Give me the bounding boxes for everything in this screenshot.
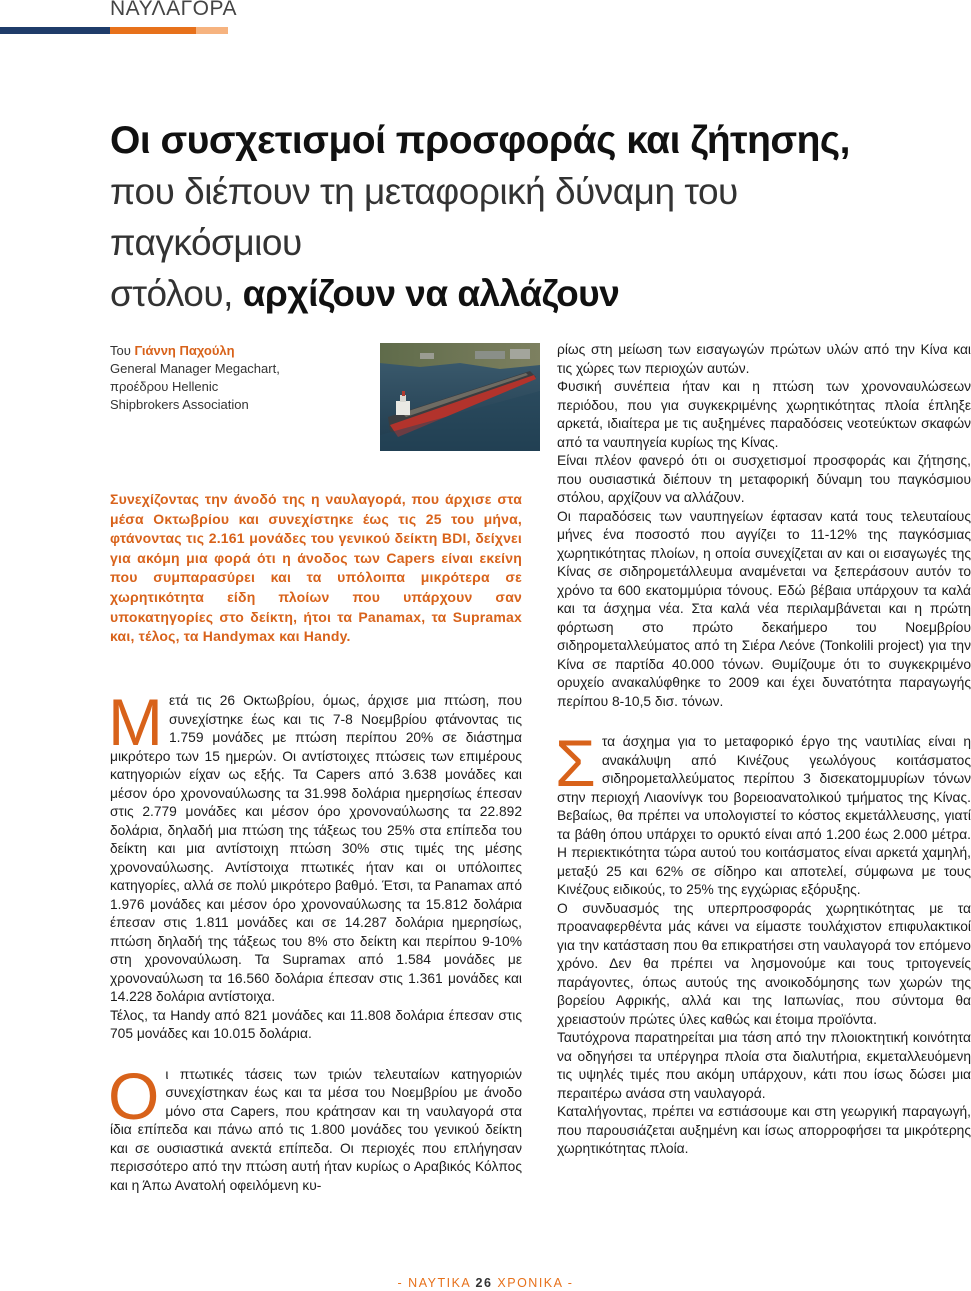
footer-left: - ΝΑΥΤΙΚΑ	[397, 1276, 476, 1290]
section-label: ΝΑΥΛΑΓΟΡΑ	[110, 0, 237, 20]
title-line-3-bold: αρχίζουν να αλλάζουν	[242, 273, 620, 314]
title-line-3-light: στόλου,	[110, 273, 243, 314]
left-paragraph-3	[108, 1058, 522, 1196]
right-paragraph-5-text: τα άσχημα για το μεταφορικό έργο της ναυτιλίας είναι η ανακάλυψη από Κινέζους γεωλόγους κοιτάσματος σιδηρομεταλλεύματος περίπου 3 δισεκατομμυρίων τόνων στην περιοχή Λιαονίνγκ του βορειοανατολικού τμήματος της Κίνας. Βεβαίως, θα πρέπει να υπολογιστεί το κόστος εκμετάλλευσης, γιατί τα βάθη όπου υπάρχει το ορυκτό είναι από 1.200 έως 2.000 μέτρα. Η περιεκτικότητα τώρα αυτού του κοιτάσματος είναι αρκετά χαμηλή, μεταξύ 25 και 62% σε σίδηρο και αποτελεί, σύμφωνα με τους Κινέζους ειδικούς, το 25% της εγχώριας εξόρυξης.	[557, 734, 971, 897]
author-title-2: προέδρου Hellenic	[110, 379, 219, 394]
title-line-2: που διέπουν τη μεταφορική δύναμη του παγκόσμιου	[110, 171, 738, 263]
header-stripe-navy	[0, 27, 110, 34]
left-paragraph-1	[108, 685, 522, 1007]
right-paragraph-3: Είναι πλέον φανερό ότι οι συσχετισμοί προσφοράς και ζήτησης, που ουσιαστικά διέπουν τη μεταφορική δύναμη του παγκόσμιου στόλου, αρχίζουν να αλλάζουν.	[557, 453, 971, 505]
page-footer	[0, 1276, 971, 1290]
page-number: 26	[475, 1276, 493, 1290]
left-paragraph-1-text: ετά τις 26 Οκτωβρίου, όμως, άρχισε μια πτώση, που συνεχίστηκε έως και τις 7-8 Νοεμβρίου φτάνοντας τις 1.759 μονάδες με πτώση περίπου 20% σε διάστημα μικρότερο των 15 ημερών. Οι αντίστοιχες πτώσεις των επιμέρους κατηγοριών είχαν ως εξής. Τα Capers από 3.638 μονάδες και μέσον όρο χρονοναύλωσης τα 31.998 δολάρια ημερησίως έπεσαν στις 2.779 μονάδες και μέσον όρο χρονοναύλωσης τα 22.892 δολάρια, δηλαδή μια πτώση της τάξεως του 25% στα επίπεδα του δείκτη και μια αντίστοιχη πτώση 30% στις τιμές της μέσης χρονοναύλωσης. Αντίστοιχα πτωτικές ήταν και οι υπόλοιπες κατηγορίες, αλλά σε πολύ μικρότερο βαθμό. Έτσι, τα Panamax από 1.976 μονάδες και μέσον όρο χρονοναύλωσης τα 15.812 δολάρια έπεσαν στις 1.811 μονάδες και σε 14.287 δολάρια ημερησίως, πτώση δηλαδή της τάξεως του 8% στο δείκτη και περίπου 9-10% στη χρονοναύλωση. Τα Supramax από 1.584 μονάδες με χρονοναύλωση τα 16.560 δολάρια έπεσαν στις 1.361 μονάδες και 14.228 δολάρια αντίστοιχα.	[110, 693, 522, 1004]
author-title-1: General Manager Megachart,	[110, 361, 280, 376]
drop-cap-s: Σ	[555, 726, 596, 800]
ship-photo	[380, 343, 540, 451]
byline	[110, 342, 370, 414]
author-title-3: Shipbrokers Association	[110, 397, 249, 412]
right-column	[557, 341, 971, 1159]
header-stripe-light	[196, 27, 228, 34]
article-title	[110, 116, 930, 320]
right-paragraph-2: Φυσική συνέπεια ήταν και η πτώση των χρονοναυλώσεων περιόδου, που για συγκεκριμένης χωρητικότητας πλοία έπληξε αρκετά, ιδιαίτερα με τις αυξημένες παραδόσεις νεοτεύκτων σκαφών από τα ναυπηγεία κυρίως της Κίνας.	[557, 379, 971, 450]
byline-prefix: Του	[110, 343, 135, 358]
left-paragraph-2: Τέλος, τα Handy από 821 μονάδες και 11.808 δολάρια έπεσαν στις 705 μονάδες και 10.015 δολάρια.	[110, 1007, 522, 1041]
footer-right: ΧΡΟΝΙΚΑ -	[492, 1276, 574, 1290]
drop-cap-o: Ο	[108, 1058, 160, 1133]
right-paragraph-8: Καταλήγοντας, πρέπει να εστιάσουμε και στη γεωργική παραγωγή, που παρουσιάζεται αυξημένη και ίσως απορροφήσει τα μικρότερης χωρητικότητας πλοία.	[557, 1104, 971, 1156]
right-paragraph-5	[555, 726, 971, 900]
right-paragraph-7: Ταυτόχρονα παρατηρείται μια τάση από την πλοιοκτητική κοινότητα να οδηγήσει τα υπέργηρα πλοία στα διαλυτήρια, εκμεταλλευόμενη τις υψηλές τιμές που ακόμη υπάρχουν, κάτι που ίσως δώσει μια περαιτέρω ανάσα στη ναυλαγορά.	[557, 1030, 971, 1101]
right-paragraph-1: ρίως στη μείωση των εισαγωγών πρώτων υλών από την Κίνα και τις χώρες των περιοχών αυτών.	[557, 342, 971, 376]
lead-paragraph: Συνεχίζοντας την άνοδό της η ναυλαγορά, που άρχισε στα μέσα Οκτωβρίου και συνεχίστηκε έως τις 25 του μήνα, φτάνοντας τις 2.161 μονάδες του γενικού δείκτη BDI, δείχνει για ακόμη μια φορά ότι η άνοδος των Capers είναι εκείνη που συμπαρασύρει και τα υπόλοιπα μικρότερα σε χωρητικότητα είδη πλοίων που υπάρχουν σαν υποκατηγορίες στο δείκτη, ήτοι τα Panamax, τα Supramax και, τέλος, τα Handymax και Handy.	[110, 491, 522, 645]
title-line-1: Οι συσχετισμοί προσφοράς και ζήτησης,	[110, 119, 851, 162]
author-name: Γιάννη Παχούλη	[134, 343, 235, 358]
drop-cap-m: Μ	[108, 685, 163, 759]
header-stripe-orange	[110, 27, 196, 34]
left-column	[108, 685, 522, 1195]
right-paragraph-6: Ο συνδυασμός της υπερπροσφοράς χωρητικότητας με τα προαναφερθέντα μάς κάνει να είμαστε τουλάχιστον επιφυλακτικοί για την κατάσταση που θα επικρατήσει στη ναυλαγορά τον επόμενο χρόνο. Δεν θα πρέπει να λησμονούμε και τους τριτογενείς παράγοντες, όπως αυτούς της ανοικοδόμησης των χωρών της βορείου Αφρικής, αλλά και της Ιαπωνίας, που σύντομα θα χρειαστούν πρώτες ύλες καθώς και έτοιμα προϊόντα.	[557, 900, 971, 1027]
right-paragraph-4: Οι παραδόσεις των ναυπηγείων έφτασαν κατά τους τελευταίους μήνες ένα ποσοστό που αγγίζει το 11-12% της παγκόσμιας χωρητικότητας πλοίων, η οποία συνεχίζεται αν και οι εισαγωγές της Κίνας σε σιδηρομετάλλευμα αναμένεται να ξεπεράσουν αυτόν το χρόνο τα 600 εκατομμύρια τόνους. Εδώ βέβαια υπάρχουν τα καλά και τα άσχημα νέα. Στα καλά νέα περιλαμβάνεται και η πρώτη φόρτωση στο πρώτο δεκαήμερο του Νοεμβρίου σιδηρομεταλλεύματος από τη Σιέρα Λεόνε (Tonkolili project) για την Κίνα σε παρτίδα 40.000 τόνων. Θυμίζουμε ότι το συγκεκριμένο ορυχείο ανακαλύφθηκε το 2009 και έχει δυνατότητα παραγωγής περίπου 8-10,5 δισ. τόνων.	[557, 508, 971, 709]
left-paragraph-3-text: ι πτωτικές τάσεις των τριών τελευταίων κατηγοριών συνεχίστηκαν έως και τα μέσα του Νοεμβρίου με άνοδο μόνο στα Capers, που κράτησαν και τη ναυλαγορά στα ίδια επίπεδα και πάνω από τις 1.800 μονάδες του γενικού δείκτη και σε ουσιαστικά ανεκτά επίπεδα. Οι περιοχές που επλήγησαν περισσότερο από την πτώση αυτή ήταν κυρίως ο Αραβικός Κόλπος και η Άπω Ανατολή οφειλόμενη κυ-	[110, 1066, 522, 1193]
